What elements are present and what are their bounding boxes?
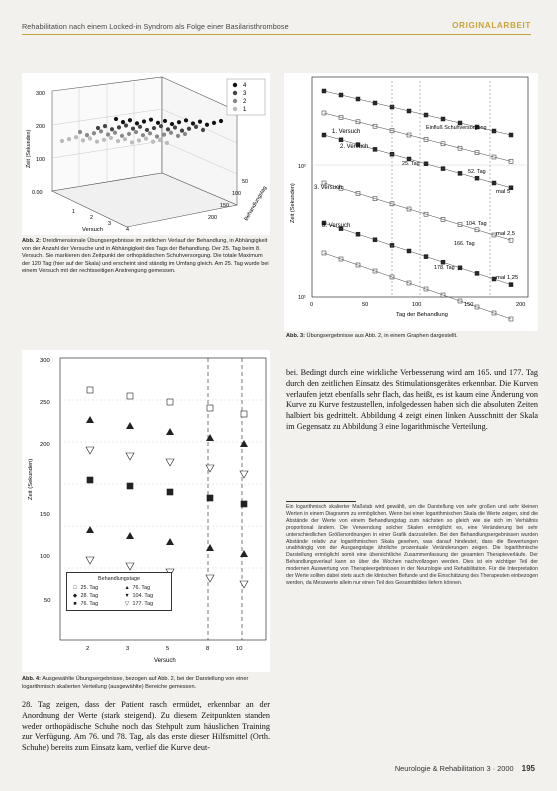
y-tick: 50 [242, 179, 248, 185]
z-tick: 100 [36, 157, 45, 163]
surface-marker [166, 127, 170, 131]
surface-marker [152, 126, 156, 130]
surface-marker [180, 129, 184, 133]
x-tick: 0 [310, 302, 314, 308]
annotation-schuhversorgung: Einfluß Schuhversorgung [426, 125, 487, 131]
annotation-mal-5: mal 5 [496, 189, 511, 195]
legend-item: □ 25. Tag [73, 585, 99, 591]
section-label: ORIGINALARBEIT [452, 21, 531, 30]
x-tick: 200 [516, 302, 526, 308]
surface-marker [170, 122, 174, 126]
surface-marker [135, 121, 139, 125]
x-tick: 8 [206, 646, 210, 652]
x-axis-label: Versuch [82, 227, 103, 233]
annotation-day-166: 166. Tag [454, 241, 475, 247]
surface-marker [85, 133, 89, 137]
surface-marker [177, 120, 181, 124]
surface-marker [134, 130, 138, 134]
surface-marker [110, 127, 114, 131]
y-tick: 300 [40, 358, 50, 364]
annotation-mal-2-5: mal 2,5 [496, 231, 516, 237]
x-tick: 10 [236, 646, 243, 652]
annotation-day-52: 52. Tag [468, 169, 486, 175]
surface-marker [60, 139, 64, 143]
body-text-right: bei. Bedingt durch eine wirkliche Verbesserung wird am 165. und 177. Tag durch den zeitlichen Einsatz des Stimulationsgerätes erkennbar. Die Kurven verlaufen jetzt ebenfalls sehr flach, das heißt, es ist kaum eine Änderung von Kurve zu Kurve festzustellen, infolgedessen haben sich die absoluten Zeiten halbiert bis gedrittelt. Abbildung 4 zeigt einen linken Ausschnitt der Skala im Gegensatz zu Abbildung 3 eine logarithmische Verteilung. [286, 368, 538, 431]
surface-marker [148, 131, 152, 135]
y-tick: 50 [44, 598, 51, 604]
y-tick: 250 [40, 400, 50, 406]
symbol-square [241, 501, 247, 507]
figure-3 [284, 73, 538, 331]
surface-marker [187, 127, 191, 131]
surface-marker [194, 125, 198, 129]
surface-marker [155, 134, 159, 138]
symbol-square [127, 393, 133, 399]
figure-4-legend [66, 572, 172, 611]
surface-marker [149, 118, 153, 122]
surface-marker [114, 117, 118, 121]
annotation-mal-1-25: mal 1,25 [496, 275, 519, 281]
surface-marker [138, 125, 142, 129]
symbol-square [207, 405, 213, 411]
annotation-versuch-1: 1. Versuch [332, 129, 361, 135]
legend-entry-4: 4 [243, 83, 247, 89]
y-tick: 150 [220, 203, 229, 209]
surface-marker [137, 138, 141, 142]
figure-2 [22, 73, 270, 235]
surface-marker [127, 132, 131, 136]
caption-label: Abb. 4: [22, 676, 41, 682]
x-axis-label: Versuch [154, 658, 176, 664]
surface-marker [184, 118, 188, 122]
surface-marker [158, 138, 162, 142]
legend-item: ■ 76. Tag [73, 601, 99, 607]
surface-marker [120, 134, 124, 138]
legend-item: ▲ 76. Tag [124, 585, 151, 591]
surface-marker [191, 121, 195, 125]
surface-marker [163, 119, 167, 123]
running-title: Rehabilitation nach einem Locked-in Syndrom als Folge einer Basilaristhrombose [22, 22, 289, 31]
y-tick-mid: 10² [298, 164, 306, 170]
surface-marker [99, 129, 103, 133]
surface-marker [141, 133, 145, 137]
y-tick: 200 [40, 442, 50, 448]
footnotes: Ein logarithmisch skalierter Maßstab wird gewählt, um die Darstellung von sehr großen und sehr kleinen Werten in einem Diagramm zu ermöglichen. Wenn bei einer logarithmischen Skala die Werte zeigen, sind die Abstände der Werte von einem Behandlungstag zum nächsten so gleich wie sie sich im Verhältnis proportional ändern. Die Verwendung solcher Skalen ermöglicht es, eine Veränderung bei sehr unterschiedlichen Größenordnungen in einer Grafik darzustellen. Bei den Behandlungsergebnissen wurden Abstände relativ zur logarithmischen Skala gesehen, was darauf hindeutet, dass die Bewertungen unabhängig von der Ausgangslage ähnliche prozentuale Veränderungen zeigen. Die logarithmische Darstellung ermöglicht somit eine übersichtliche Zusammenfassung der gesamten Therapieverläufe. Der Behandlungsverlauf kann so über die Wochen nachvollzogen werden. Dies ist ein wichtiger Teil der modernen Auswertung von Therapieergebnissen in der Neurologie und Rehabilitation. Für die Interpretation der Werte sollten dabei stets auch die klinischen Befunde und die Einschätzung des Therapeuten einbezogen werden, da Messwerte allein nur einen Teil des Gesamtbildes liefern können. [286, 504, 538, 586]
surface-marker [165, 141, 169, 145]
surface-marker [176, 134, 180, 138]
caption-text: Ausgewählte Übungsergebnisse, bezogen auf Abb. 2, bei der Darstellung von einer logarithmisch skalierten Verteilung (ausgewählte) Bereiche gemessen. [22, 676, 249, 690]
legend-entry-3: 3 [243, 91, 247, 97]
journal-citation: Neurologie & Rehabilitation 3 · 2000 [394, 764, 514, 773]
figure-3-caption [286, 333, 538, 341]
z-tick: 300 [36, 91, 45, 97]
annotation-versuch-8: 8. Versuch [322, 223, 351, 229]
symbol-square [241, 411, 247, 417]
surface-marker [121, 120, 125, 124]
caption-text: Übungsergebnisse aus Abb. 2, in einem Graphen dargestellt. [306, 333, 458, 339]
surface-marker [142, 119, 146, 123]
y-axis-label: Zeit (Sekunden) [28, 458, 34, 500]
header-divider [22, 34, 531, 35]
surface-marker [81, 138, 85, 142]
y-axis-label: Zeit (Sekunden) [290, 183, 296, 223]
figure-4-caption [22, 676, 270, 691]
y-tick: 100 [232, 191, 241, 197]
x-tick: 150 [464, 302, 474, 308]
surface-marker [198, 120, 202, 124]
symbol-square [87, 387, 93, 393]
page-number: 195 [521, 764, 535, 773]
caption-text: Dreidimensionale Übungsergebnisse im zeitlichen Verlauf der Behandlung, in Abhängigkeit von der Anzahl der Versuche und in Abhängigkeit des Tags der Behandlung. Der 25. Tag beim 8. Versuch. Sie markieren den Zeitpunkt der orthopädischen Schuhversorgung. Die totale Maximum der 120 Tag (hier auf der Skala) und erscheint sind ständig im Umfang gleich. Am 25. Tag wurde bei einem Versuch mit der rechtsseitigen Anstrengung gemessen. [22, 238, 269, 275]
x-tick: 5 [166, 646, 170, 652]
surface-marker [113, 131, 117, 135]
annotation-day-178: 178. Tag [434, 265, 455, 271]
surface-marker [124, 123, 128, 127]
surface-marker [109, 136, 113, 140]
legend-item: ▽ 177. Tag [124, 601, 154, 607]
surface-marker [117, 125, 121, 129]
annotation-versuch-2: 2. Versuch [340, 144, 369, 150]
surface-marker [95, 140, 99, 144]
annotation-versuch-3: 3. Versuch [314, 185, 343, 191]
surface-marker [173, 125, 177, 129]
surface-marker [106, 132, 110, 136]
figure-4 [22, 350, 270, 672]
legend-entry-1: 1 [243, 107, 247, 113]
surface-marker [212, 121, 216, 125]
caption-label: Abb. 2: [22, 238, 41, 244]
surface-marker [128, 118, 132, 122]
x-tick: 4 [126, 227, 129, 233]
annotation-day-25: 25. Tag [402, 161, 420, 167]
surface-marker [151, 140, 155, 144]
figure-2-plot [22, 73, 270, 235]
surface-marker [131, 127, 135, 131]
x-tick: 3 [108, 221, 111, 227]
surface-marker [96, 126, 100, 130]
surface-marker [130, 140, 134, 144]
legend-title: Behandlungstage [98, 576, 140, 582]
y-tick: 200 [208, 215, 217, 221]
surface-marker [201, 128, 205, 132]
symbol-square [167, 399, 173, 405]
x-tick: 2 [90, 215, 93, 221]
figure-3-plot [284, 73, 538, 331]
surface-marker [219, 119, 223, 123]
x-tick: 1 [72, 209, 75, 215]
x-axis-label: Tag der Behandlung [396, 312, 448, 318]
surface-marker [123, 137, 127, 141]
legend-item: ▼ 104. Tag [124, 593, 154, 599]
surface-marker [156, 121, 160, 125]
x-tick: 50 [362, 302, 369, 308]
surface-marker [145, 128, 149, 132]
y-tick-low: 10¹ [298, 295, 306, 301]
legend-item: ◆ 28. Tag [72, 593, 99, 599]
surface-marker [162, 133, 166, 137]
surface-marker [102, 138, 106, 142]
z-tick: 200 [36, 124, 45, 130]
z-tick: 0.00 [32, 190, 43, 196]
symbol-square [87, 477, 93, 483]
body-text-left: 28. Tag zeigen, dass der Patient rasch ermüdet, erkennbar an der Anordnung der Werte (stark steigend). Zu diesem Zeitpunkten standen weder orthopädische Schuhe noch das Stehpult zum häuslichen Training zur Verfügung. Am 76. und 78. Tag, als das erste dieser Hilfsmittel (Orth. Schuhe) bereits zum Einsatz kam, verlief die Kurve deut- [22, 700, 270, 753]
surface-marker [67, 137, 71, 141]
surface-marker [88, 136, 92, 140]
page-footer [395, 764, 535, 773]
legend-entry-2: 2 [243, 99, 247, 105]
symbol-square [167, 489, 173, 495]
z-axis-label: Zeit (Sekunden) [26, 129, 32, 168]
surface-marker [74, 135, 78, 139]
surface-marker [144, 137, 148, 141]
plot3d-legend [227, 79, 265, 115]
x-tick: 2 [86, 646, 90, 652]
surface-marker [169, 131, 173, 135]
surface-marker [205, 123, 209, 127]
figure-2-caption [22, 238, 270, 276]
x-tick: 100 [412, 302, 422, 308]
surface-marker [103, 124, 107, 128]
surface-marker [116, 139, 120, 143]
annotation-day-104: 104. Tag [466, 221, 487, 227]
symbol-square [207, 495, 213, 501]
figure-4-plot [22, 350, 270, 672]
surface-marker [159, 124, 163, 128]
y-tick: 100 [40, 554, 50, 560]
surface-marker [92, 131, 96, 135]
symbol-square [127, 483, 133, 489]
x-tick: 3 [126, 646, 130, 652]
footnote-divider [286, 501, 356, 502]
surface-marker [78, 130, 82, 134]
surface-marker [183, 132, 187, 136]
caption-label: Abb. 3: [286, 333, 305, 339]
y-tick: 150 [40, 512, 50, 518]
y-axis-label: Behandlungstag [243, 185, 269, 222]
